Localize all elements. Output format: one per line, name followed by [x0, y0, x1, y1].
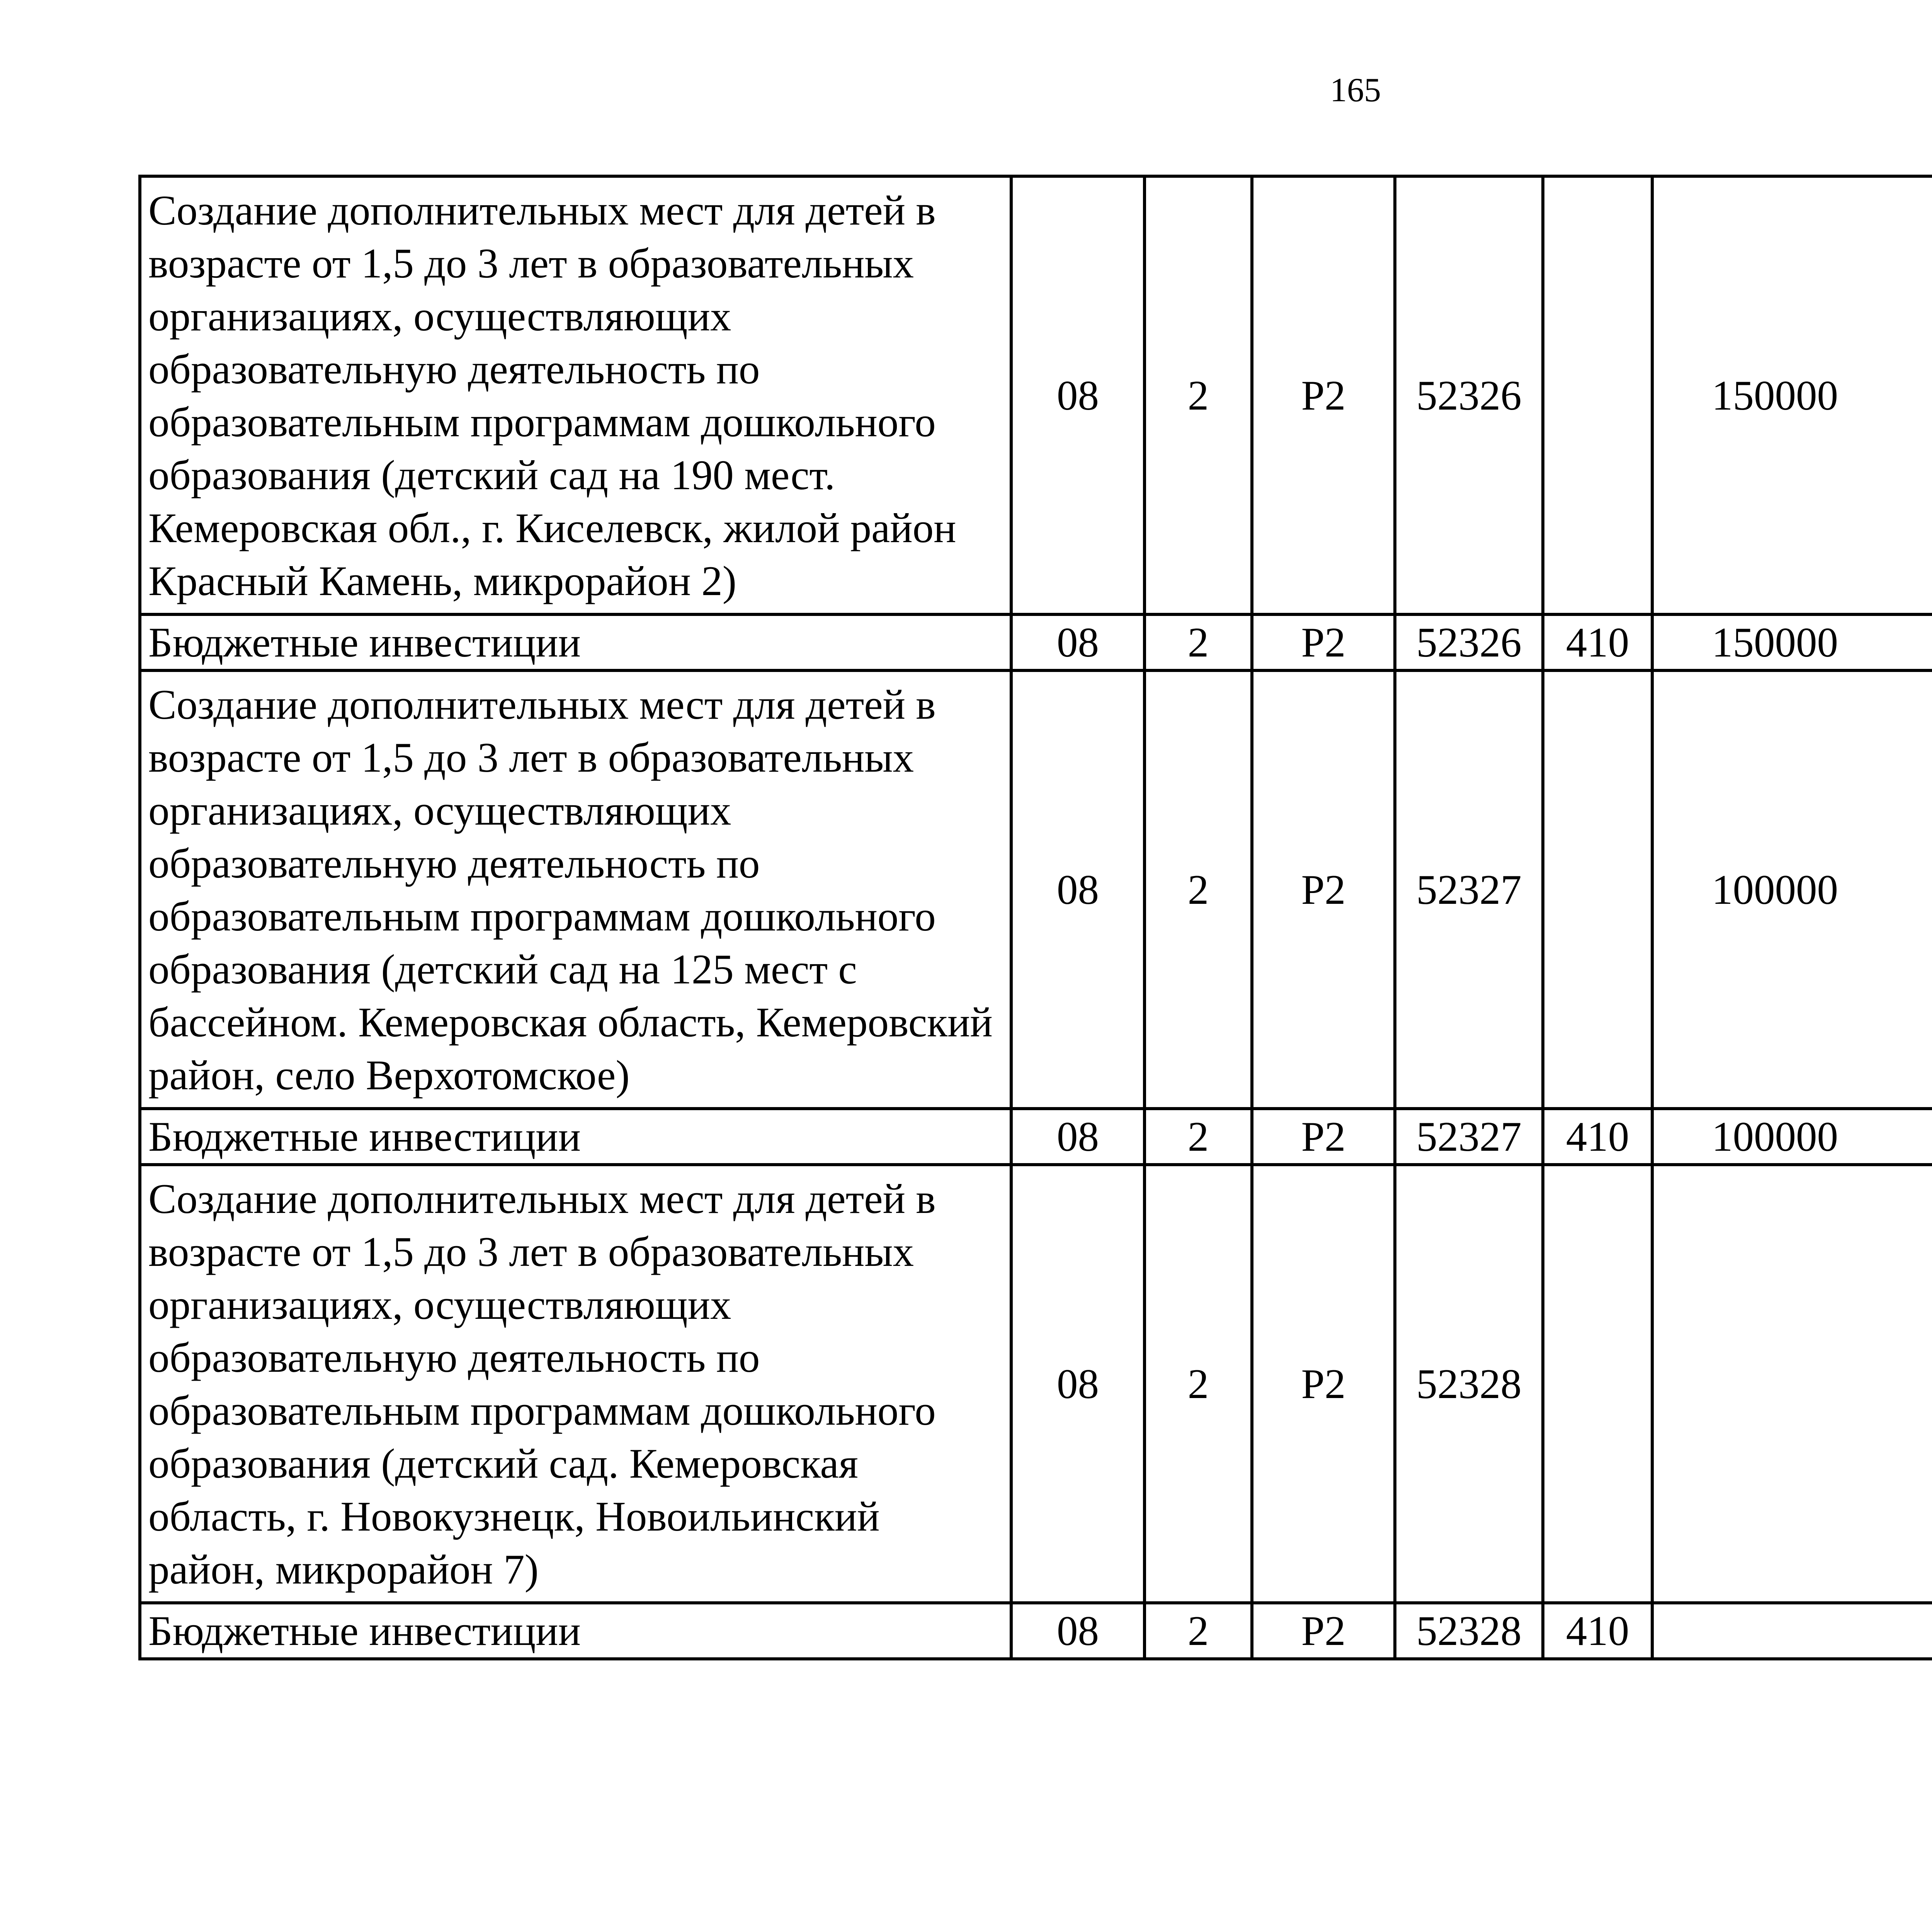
code-cell: 52328	[1395, 1165, 1543, 1603]
rz-cell: 08	[1011, 1603, 1145, 1659]
rz-cell: 08	[1011, 1165, 1145, 1603]
pr-cell: 2	[1145, 1603, 1252, 1659]
budget-table	[138, 175, 1932, 1660]
target-program-cell: P2	[1252, 1603, 1395, 1659]
table-row	[140, 1109, 1932, 1165]
vr-cell	[1543, 670, 1652, 1109]
code-cell: 52327	[1395, 1109, 1543, 1165]
row-description: Бюджетные инвестиции	[140, 1109, 1011, 1165]
rz-cell: 08	[1011, 1109, 1145, 1165]
vr-cell: 410	[1543, 1109, 1652, 1165]
target-program-cell: P2	[1252, 670, 1395, 1109]
target-program-cell: P2	[1252, 1109, 1395, 1165]
table-row	[140, 670, 1932, 1109]
vr-cell: 410	[1543, 614, 1652, 670]
vr-cell: 410	[1543, 1603, 1652, 1659]
row-description: Бюджетные инвестиции	[140, 614, 1011, 670]
amount-1-cell: 100000	[1652, 1109, 1932, 1165]
code-cell: 52326	[1395, 176, 1543, 614]
pr-cell: 2	[1145, 614, 1252, 670]
row-description: Создание дополнительных мест для детей в возрасте от 1,5 до 3 лет в образовательных организациях, осуществляющих образовательную деятельность по образовательным программам дошкольного образования (детский сад. Кемеровская область, г. Новокузнецк, Новоильинский район, микрорайон 7)	[140, 1165, 1011, 1603]
table-row	[140, 614, 1932, 670]
pr-cell: 2	[1145, 176, 1252, 614]
vr-cell	[1543, 1165, 1652, 1603]
amount-1-cell	[1652, 1603, 1932, 1659]
amount-1-cell	[1652, 1165, 1932, 1603]
table-row	[140, 1165, 1932, 1603]
amount-1-cell: 100000	[1652, 670, 1932, 1109]
target-program-cell: P2	[1252, 614, 1395, 670]
amount-1-cell: 150000	[1652, 614, 1932, 670]
code-cell: 52326	[1395, 614, 1543, 670]
page-number: 165	[1330, 71, 1381, 109]
pr-cell: 2	[1145, 1165, 1252, 1603]
row-description: Бюджетные инвестиции	[140, 1603, 1011, 1659]
code-cell: 52327	[1395, 670, 1543, 1109]
row-description: Создание дополнительных мест для детей в возрасте от 1,5 до 3 лет в образовательных организациях, осуществляющих образовательную деятельность по образовательным программам дошкольного образования (детский сад на 190 мест. Кемеровская обл., г. Киселевск, жилой район Красный Камень, микрорайон 2)	[140, 176, 1011, 614]
rz-cell: 08	[1011, 614, 1145, 670]
vr-cell	[1543, 176, 1652, 614]
code-cell: 52328	[1395, 1603, 1543, 1659]
table-row	[140, 1603, 1932, 1659]
pr-cell: 2	[1145, 1109, 1252, 1165]
row-description: Создание дополнительных мест для детей в возрасте от 1,5 до 3 лет в образовательных организациях, осуществляющих образовательную деятельность по образовательным программам дошкольного образования (детский сад на 125 мест с бассейном. Кемеровская область, Кемеровский район, село Верхотомское)	[140, 670, 1011, 1109]
target-program-cell: P2	[1252, 176, 1395, 614]
pr-cell: 2	[1145, 670, 1252, 1109]
rz-cell: 08	[1011, 670, 1145, 1109]
rz-cell: 08	[1011, 176, 1145, 614]
target-program-cell: P2	[1252, 1165, 1395, 1603]
table-row	[140, 176, 1932, 614]
amount-1-cell: 150000	[1652, 176, 1932, 614]
